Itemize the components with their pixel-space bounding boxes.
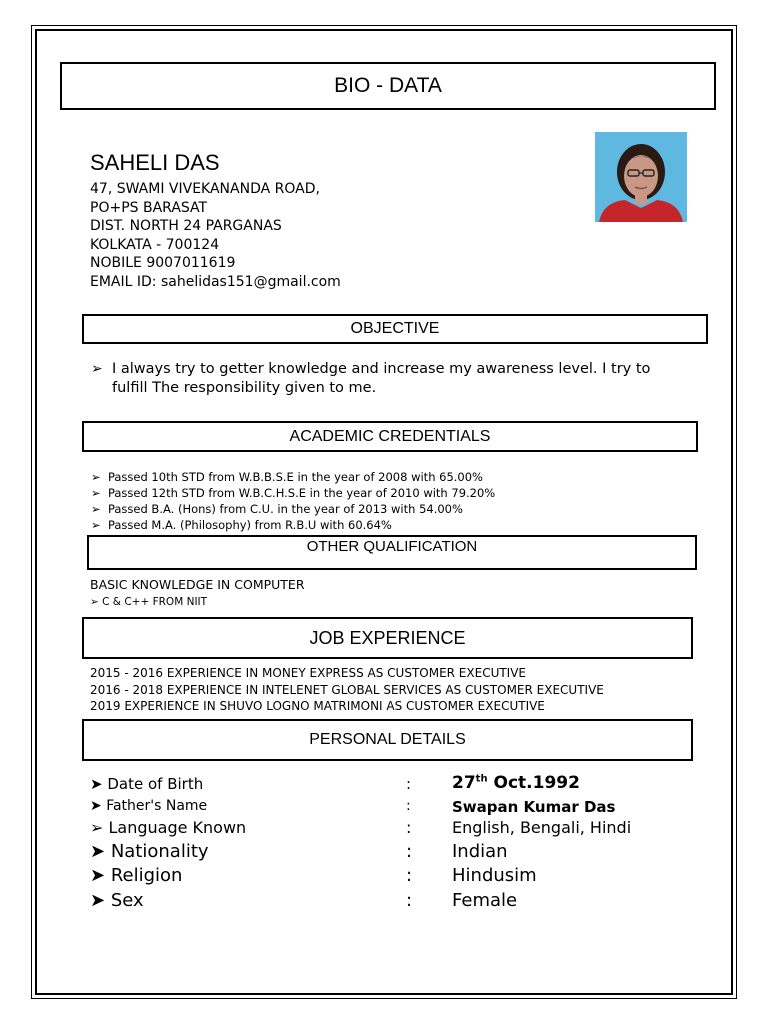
language-row: [90, 818, 690, 842]
arrow-bullet-icon: ➤: [90, 798, 107, 814]
dob-label: Date of Birth: [107, 775, 204, 793]
page-title: BIO - DATA: [334, 74, 442, 97]
list-item: ➢ Passed 12th STD from W.B.C.H.S.E in the year of 2010 with 79.20%: [91, 486, 496, 500]
list-item: 2019 EXPERIENCE IN SHUVO LOGNO MATRIMONI AS CUSTOMER EXECUTIVE: [90, 699, 545, 713]
academic-heading-box: [82, 421, 698, 452]
arrow-bullet-icon: ➤: [90, 775, 108, 793]
arrow-bullet-icon: ➢: [91, 361, 103, 377]
list-item: ➢ Passed 10th STD from W.B.B.S.E in the year of 2008 with 65.00%: [91, 470, 483, 484]
objective-heading-box: [82, 314, 708, 344]
dob-row: [90, 775, 690, 799]
title-box: [60, 62, 716, 110]
other-qualification-text: BASIC KNOWLEDGE IN COMPUTER: [90, 577, 305, 592]
objective-heading: OBJECTIVE: [350, 320, 440, 337]
address-block: [90, 180, 341, 291]
arrow-bullet-icon: ➢: [91, 518, 108, 532]
nationality-label: Nationality: [110, 841, 209, 862]
list-item: 2016 - 2018 EXPERIENCE IN INTELENET GLOBAL SERVICES AS CUSTOMER EXECUTIVE: [90, 682, 604, 697]
arrow-bullet-icon: ➢: [91, 470, 108, 484]
job-list: [90, 665, 604, 715]
language-value: English, Bengali, Hindi: [452, 818, 632, 837]
other-qualification-heading-box: [87, 535, 697, 570]
religion-row: [90, 865, 690, 889]
arrow-bullet-icon: ➢: [91, 486, 108, 500]
address-line: PO+PS BARASAT: [90, 199, 208, 216]
address-line: 47, SWAMI VIVEKANANDA ROAD,: [90, 181, 320, 197]
list-item: ➢ Passed B.A. (Hons) from C.U. in the year of 2013 with 54.00%: [91, 502, 463, 516]
other-qualification-heading: OTHER QUALIFICATION: [306, 538, 478, 555]
dob-value: 27th Oct.1992: [452, 773, 580, 793]
mobile-line: NOBILE 9007011619: [90, 255, 236, 271]
nationality-value: Indian: [452, 841, 508, 862]
nationality-row: [90, 841, 690, 865]
arrow-bullet-icon: ➢: [90, 596, 103, 608]
academic-list: [91, 469, 495, 533]
separator: :: [406, 775, 412, 793]
language-label: Language Known: [108, 818, 247, 837]
address-line: KOLKATA - 700124: [90, 236, 220, 253]
address-line: DIST. NORTH 24 PARGANAS: [90, 218, 282, 234]
father-label: Father's Name: [106, 798, 208, 814]
separator: :: [406, 841, 413, 862]
job-heading: JOB EXPERIENCE: [309, 627, 466, 648]
separator: :: [406, 865, 413, 886]
list-item: 2015 - 2016 EXPERIENCE IN MONEY EXPRESS AS CUSTOMER EXECUTIVE: [90, 666, 527, 680]
job-heading-box: [82, 617, 693, 659]
separator: :: [406, 818, 412, 837]
personal-heading-box: [82, 719, 693, 761]
separator: :: [406, 890, 413, 911]
arrow-bullet-icon: ➢: [90, 818, 109, 837]
other-qualification-item: ➢ C & C++ FROM NIIT: [90, 596, 208, 608]
objective-text-line: I always try to getter knowledge and increase my awareness level. I try to: [112, 361, 651, 377]
objective-text-line: fulfill The responsibility given to me.: [112, 380, 377, 396]
sex-row: [90, 890, 690, 914]
personal-heading: PERSONAL DETAILS: [309, 731, 466, 748]
profile-photo: [595, 132, 687, 222]
arrow-bullet-icon: ➤: [90, 890, 111, 911]
sex-value: Female: [452, 890, 518, 911]
list-item: ➢ Passed M.A. (Philosophy) from R.B.U with 60.64%: [91, 518, 392, 532]
email-line: EMAIL ID: sahelidas151@gmail.com: [90, 273, 341, 290]
arrow-bullet-icon: ➢: [91, 502, 108, 516]
sex-label: Sex: [110, 890, 144, 911]
candidate-name: SAHELI DAS: [90, 150, 220, 175]
academic-heading: ACADEMIC CREDENTIALS: [289, 427, 491, 445]
arrow-bullet-icon: ➤: [90, 841, 111, 862]
separator: :: [406, 798, 411, 814]
religion-label: Religion: [110, 865, 183, 886]
arrow-bullet-icon: ➤: [90, 865, 111, 886]
religion-value: Hindusim: [452, 865, 537, 886]
father-value: Swapan Kumar Das: [452, 798, 616, 816]
